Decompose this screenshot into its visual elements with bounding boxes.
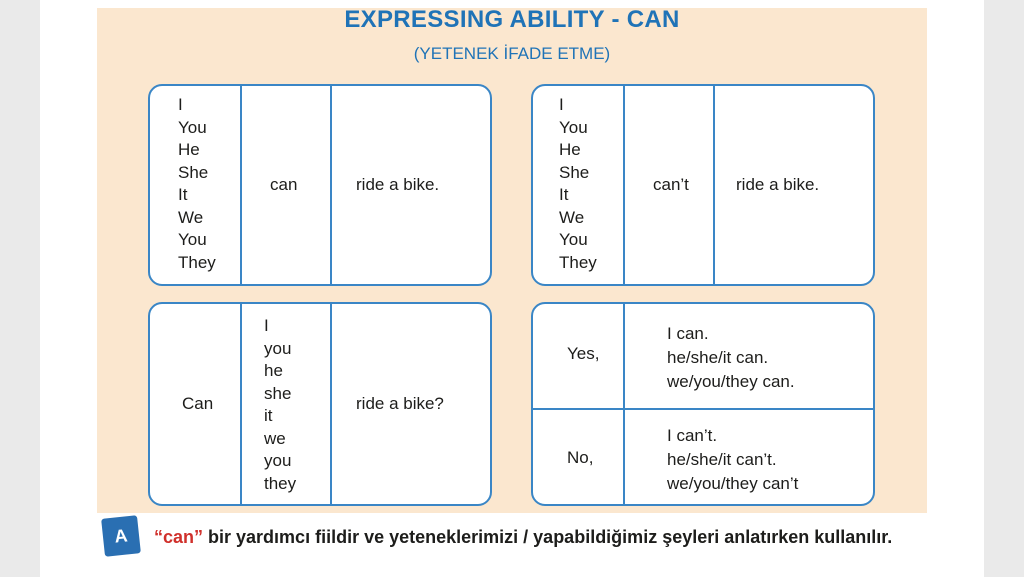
right-margin [984,0,1024,577]
subject: They [178,252,216,272]
section-a-text [154,527,892,548]
answer-line: I can. [667,324,709,343]
subject: He [178,140,200,159]
answer-line: he/she/it can. [667,348,769,367]
subject: You [559,117,588,137]
subject-list [178,94,216,274]
short-answers-table [531,302,875,506]
negative-table [531,84,875,286]
subject: he [264,361,283,380]
subject: It [178,185,188,204]
subject: We [178,207,204,227]
modal-cell: can’t [653,175,689,194]
question-table [148,302,492,506]
subject: They [559,252,597,272]
subject: I [178,95,183,114]
verb-cell: ride a bike. [356,175,440,194]
subject: He [559,140,581,159]
verb-cell: ride a bike. [736,175,820,194]
no-label: No, [567,448,594,467]
subject: you [264,451,292,470]
answer-line: he/she/it can’t. [667,450,777,469]
subject: You [178,117,207,137]
page-subtitle: (YETENEK İFADE ETME) [413,44,611,63]
keyword: “can” [154,527,204,547]
verb-cell: ride a bike? [356,394,444,413]
explanation: bir yardımcı fiildir ve yeteneklerimizi / yapabildiğimiz şeyleri anlatırken kullanılır. [203,527,893,547]
page-title: EXPRESSING ABILITY - CAN [344,6,680,33]
modal-cell: Can [182,394,214,413]
subject: I [559,95,564,114]
subject: You [559,230,588,249]
subject: We [559,207,585,227]
subject: She [559,162,590,182]
subject: It [559,185,569,204]
subject: I [264,316,269,335]
subject: they [264,473,297,493]
affirmative-table [148,84,492,286]
subject: she [264,383,292,403]
subject: we [264,428,286,448]
answer-line: we/you/they can. [667,372,795,391]
subject: She [178,162,209,182]
modal-cell: can [270,175,298,194]
no-answers [667,424,798,496]
subject: you [264,338,292,358]
yes-label: Yes, [567,344,600,363]
subject-list [559,94,597,274]
yes-answers [667,322,795,394]
subject: You [178,230,207,249]
subject: it [264,406,273,425]
answer-line: I can’t. [667,426,718,445]
section-badge: A [101,515,141,557]
subject-list [264,315,296,495]
left-margin [0,0,40,577]
answer-line: we/you/they can’t [667,474,799,493]
